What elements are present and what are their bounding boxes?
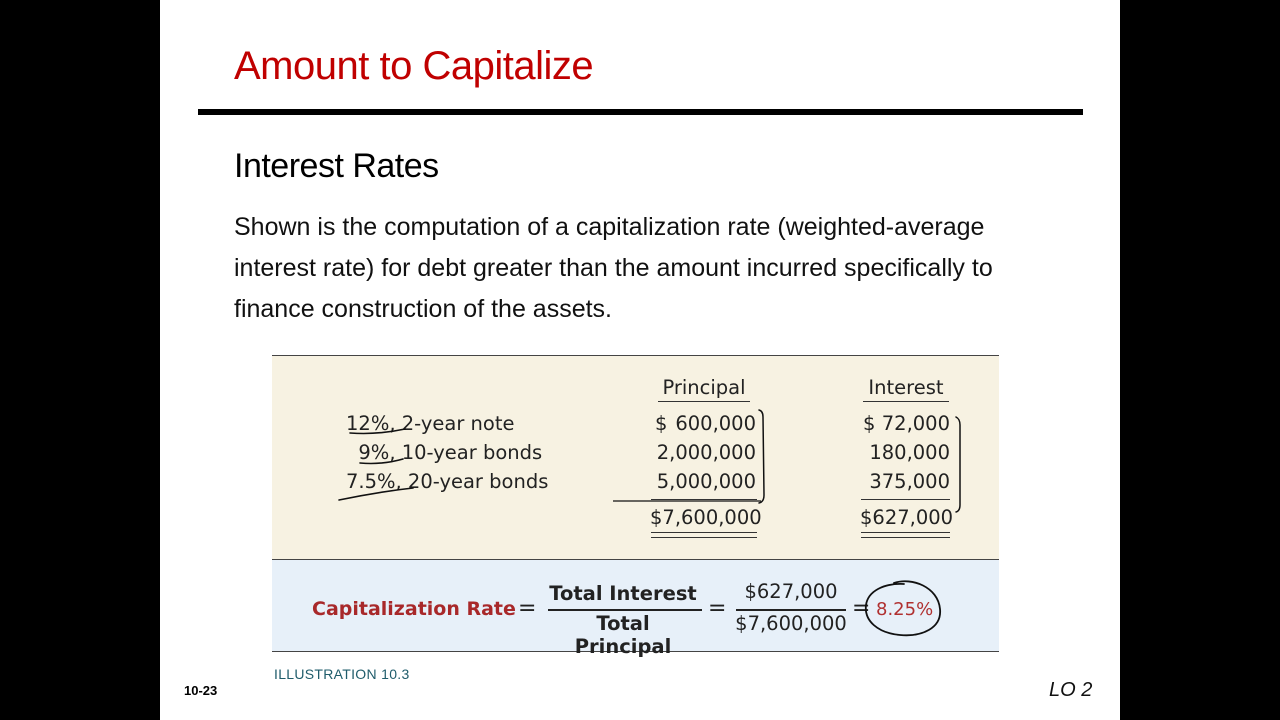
row-interest-2: 180,000 xyxy=(869,441,950,464)
row-label-3: 7.5%, 20-year bonds xyxy=(346,470,549,493)
illustration-caption: ILLUSTRATION 10.3 xyxy=(274,666,410,682)
learning-objective: LO 2 xyxy=(1049,679,1093,701)
interest-dollar-sign: $ xyxy=(863,412,876,435)
principal-total-double-rule xyxy=(651,532,757,538)
principal-dollar-sign: $ xyxy=(655,412,668,435)
row-interest-3: 375,000 xyxy=(869,470,950,493)
interest-header: Interest xyxy=(863,376,949,402)
numerator-value: $627,000 xyxy=(744,580,838,603)
row-principal-3: 5,000,000 xyxy=(656,470,756,493)
interest-sum-rule xyxy=(861,499,950,500)
capitalization-rate-label: Capitalization Rate xyxy=(312,598,516,620)
debt-table xyxy=(272,355,999,560)
slide-body-text: Shown is the computation of a capitalization rate (weighted-average interest rate) for debt greater than the amount incurred specifically to finance construction of the assets. xyxy=(234,213,993,323)
fraction-bar-2 xyxy=(736,609,846,611)
capitalization-rate-result: 8.25% xyxy=(876,599,934,620)
capitalization-formula xyxy=(272,559,999,658)
page-number: 10-23 xyxy=(184,683,218,698)
total-principal-text: Total Principal xyxy=(574,612,672,658)
row-principal-2: 2,000,000 xyxy=(656,441,756,464)
title-divider xyxy=(198,109,1083,115)
equals-sign-2: = xyxy=(708,596,727,621)
total-interest: $627,000 xyxy=(860,506,954,529)
illustration xyxy=(272,355,999,658)
denominator-value: $7,600,000 xyxy=(735,612,847,635)
row-principal-1: 600,000 xyxy=(675,412,756,435)
row-interest-1: 72,000 xyxy=(881,412,950,435)
principal-header: Principal xyxy=(658,376,750,402)
total-principal: $7,600,000 xyxy=(650,506,762,529)
fraction-bar-1 xyxy=(548,609,702,611)
total-interest-text: Total Interest xyxy=(549,582,697,605)
row-label-2: 9%, 10-year bonds xyxy=(346,441,543,464)
equals-sign-1: = xyxy=(518,596,537,621)
row-label-1: 12%, 2-year note xyxy=(346,412,515,435)
equals-sign-3: = xyxy=(852,596,871,621)
principal-sum-rule xyxy=(651,499,757,500)
slide-title: Amount to Capitalize xyxy=(234,44,594,88)
slide-subtitle: Interest Rates xyxy=(234,147,439,185)
interest-total-double-rule xyxy=(861,532,950,538)
slide xyxy=(160,0,1120,720)
